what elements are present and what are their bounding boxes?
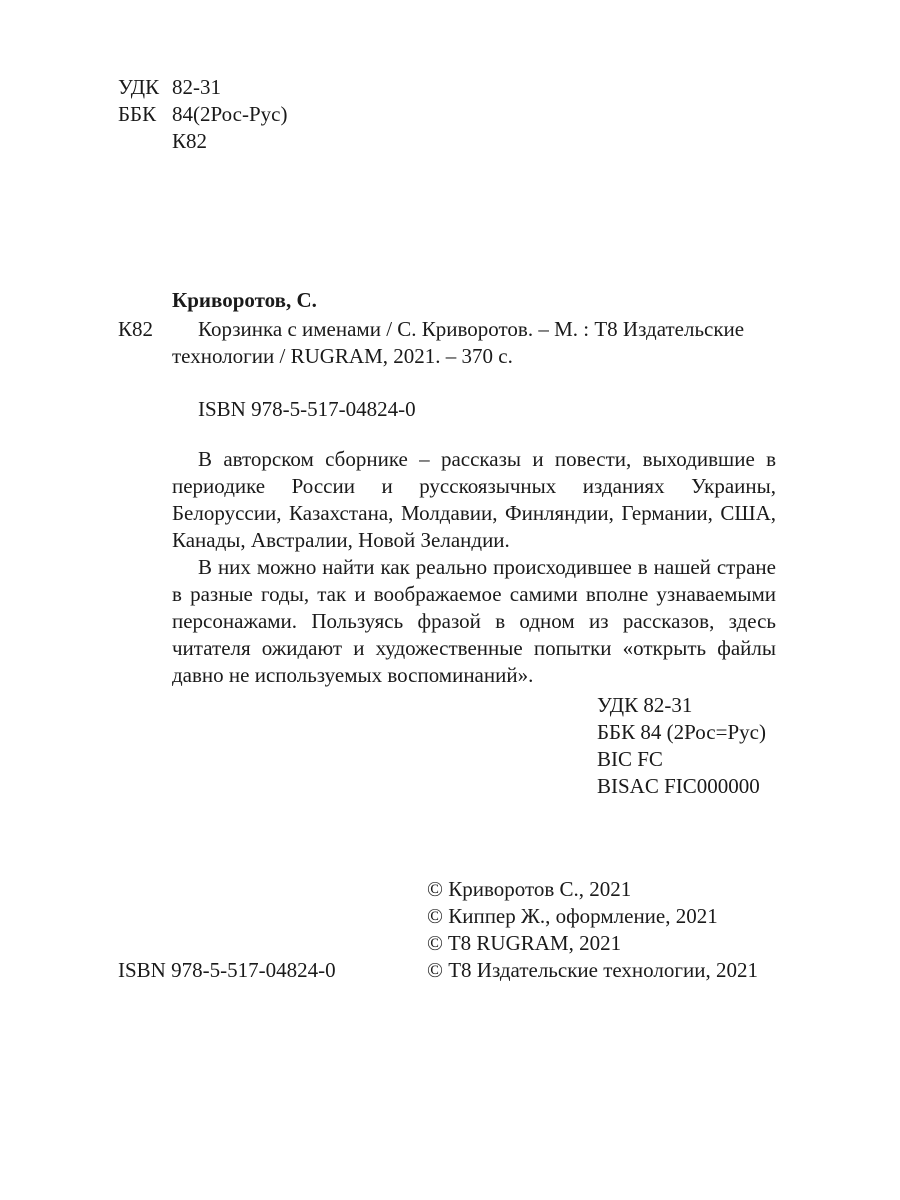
annotation-paragraph-1: В авторском сборнике – рассказы и повести, выходившие в периодике России и русскоязычных изданиях Украины, Белоруссии, Казахстана, Молдавии, Финляндии, Германии, США, Канады, Австралии, Новой Зеландии. xyxy=(172,447,776,552)
author-heading: Криворотов, С. xyxy=(172,288,317,312)
isbn-bottom: ISBN 978-5-517-04824-0 xyxy=(118,958,336,982)
copyright-line-2: © Киппер Ж., оформление, 2021 xyxy=(427,904,718,928)
isbn-entry: ISBN 978-5-517-04824-0 xyxy=(198,397,416,421)
udk-value: 82-31 xyxy=(172,75,221,99)
right-bbk: ББК 84 (2Рос=Рус) xyxy=(597,720,766,744)
title-line-1: Корзинка с именами / С. Криворотов. – М. : Т8 Издательские xyxy=(198,317,745,341)
copyright-block xyxy=(427,876,758,984)
copyright-line-1: © Криворотов С., 2021 xyxy=(427,877,632,901)
copyright-line-3: © T8 RUGRAM, 2021 xyxy=(427,931,622,955)
right-classification-block xyxy=(597,692,766,800)
author-mark-row xyxy=(118,128,287,155)
copyright-line-4: © Т8 Издательские технологии, 2021 xyxy=(427,958,758,982)
udk-row xyxy=(118,74,287,101)
author-mark-entry: К82 xyxy=(118,317,154,341)
right-bic: BIC FC xyxy=(597,747,663,771)
right-udk: УДК 82-31 xyxy=(597,693,693,717)
author-mark-top: К82 xyxy=(172,129,208,153)
bbk-label: ББК xyxy=(118,102,157,126)
bibliographic-description xyxy=(172,316,776,370)
title-line-2: технологии / RUGRAM, 2021. – 370 с. xyxy=(172,344,513,368)
bbk-row xyxy=(118,101,287,128)
annotation xyxy=(172,446,776,689)
right-bisac: BISAC FIC000000 xyxy=(597,774,760,798)
udk-label: УДК xyxy=(118,75,160,99)
annotation-paragraph-2: В них можно найти как реально происходившее в нашей стране в разные годы, так и воображаемое самими вполне узнаваемыми персонажами. Пользуясь фразой в одном из рассказов, здесь читателя ожидают и художественные попытки «открыть файлы давно не используемых воспоминаний». xyxy=(172,555,776,687)
top-classification-block xyxy=(118,74,287,155)
bbk-value: 84(2Рос-Рус) xyxy=(172,102,288,126)
